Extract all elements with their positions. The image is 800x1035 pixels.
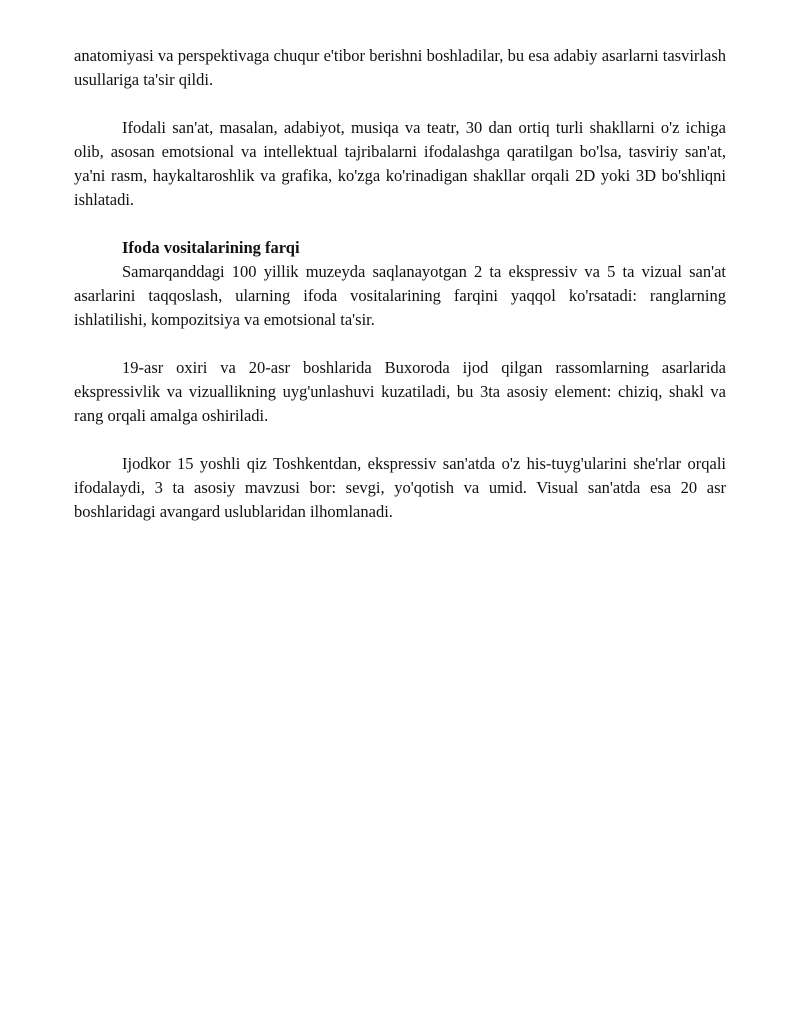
paragraph-tashkent-artist: Ijodkor 15 yoshli qiz Toshkentdan, ekspressiv san'atda o'z his-tuyg'ularini she'rlar orqali ifodalaydi, 3 ta asosiy mavzusi bor: sevgi, yo'qotish va umid. Visual san'atda esa 20 asr boshlaridagi avangard uslublaridan ilhomlanadi. [74,454,726,521]
section-heading: Ifoda vositalarining farqi [122,238,300,257]
document-body [74,44,726,524]
paragraph-expressive-art: Ifodali san'at, masalan, adabiyot, musiqa va teatr, 30 dan ortiq turli shakllarni o'z ichiga olib, asosan emotsional va intellektual tajribalarni ifodalashga qaratilgan bo'lsa, tasviriy san'at, ya'ni rasm, haykaltaroshlik va grafika, ko'zga ko'rinadigan shakllar orqali 2D yoki 3D bo'shliqni ishlatadi. [74,118,726,209]
paragraph-bukhara-artists: 19-asr oxiri va 20-asr boshlarida Buxoroda ijod qilgan rassomlarning asarlarida ekspressivlik va vizuallikning uyg'unlashuvi kuzatiladi, bu 3ta asosiy element: chiziq, shakl va rang orqali amalga oshiriladi. [74,358,726,425]
paragraph-continued: anatomiyasi va perspektivaga chuqur e'tibor berishni boshladilar, bu esa adabiy asarlarni tasvirlash usullariga ta'sir qildi. [74,46,726,89]
paragraph-samarkand-museum: Samarqanddagi 100 yillik muzeyda saqlanayotgan 2 ta ekspressiv va 5 ta vizual san'at asarlarini taqqoslash, ularning ifoda vositalarining farqini yaqqol ko'rsatadi: ranglarning ishlatilishi, kompozitsiya va emotsional ta'sir. [74,262,726,329]
